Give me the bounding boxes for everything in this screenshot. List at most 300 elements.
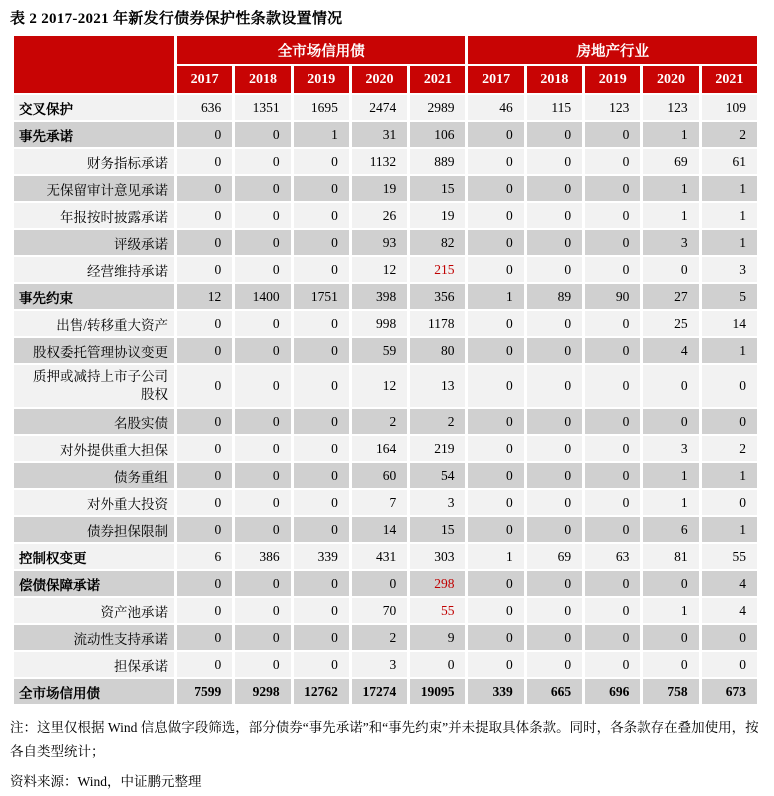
value-cell: 0 — [585, 436, 640, 461]
year-header: 2019 — [294, 66, 349, 93]
corner-cell — [14, 36, 174, 93]
value-cell: 696 — [585, 679, 640, 704]
value-cell: 0 — [235, 176, 290, 201]
value-cell: 0 — [177, 203, 232, 228]
year-header: 2017 — [177, 66, 232, 93]
year-header: 2020 — [352, 66, 407, 93]
row-label-text: 事先约束 — [19, 290, 73, 306]
row-label-text: 对外重大投资 — [87, 496, 168, 512]
value-cell: 0 — [527, 463, 582, 488]
value-cell: 2 — [352, 625, 407, 650]
value-cell: 0 — [702, 625, 757, 650]
value-cell: 7 — [352, 490, 407, 515]
value-cell: 219 — [410, 436, 465, 461]
value-cell: 636 — [177, 95, 232, 120]
value-cell: 0 — [468, 149, 523, 174]
value-cell: 0 — [585, 176, 640, 201]
source-text: 资料来源：Wind，中证鹏元整理 — [10, 773, 202, 789]
value-cell: 0 — [235, 149, 290, 174]
value-cell: 4 — [702, 571, 757, 596]
value-cell: 0 — [235, 517, 290, 542]
value-cell: 0 — [468, 230, 523, 255]
value-cell: 0 — [585, 230, 640, 255]
value-cell: 0 — [585, 625, 640, 650]
value-cell: 0 — [585, 409, 640, 434]
value-cell: 123 — [643, 95, 698, 120]
value-cell: 0 — [294, 338, 349, 363]
value-cell: 106 — [410, 122, 465, 147]
value-cell: 12762 — [294, 679, 349, 704]
value-cell: 0 — [294, 176, 349, 201]
value-cell: 3 — [410, 490, 465, 515]
row-label-text: 债券担保限制 — [87, 523, 168, 539]
row-label — [14, 284, 174, 309]
value-cell: 0 — [468, 257, 523, 282]
value-cell: 0 — [294, 571, 349, 596]
value-cell: 0 — [468, 436, 523, 461]
value-cell: 1751 — [294, 284, 349, 309]
value-cell: 0 — [235, 571, 290, 596]
value-cell: 0 — [527, 652, 582, 677]
value-cell: 82 — [410, 230, 465, 255]
table-row — [14, 149, 757, 174]
value-cell: 31 — [352, 122, 407, 147]
value-cell: 0 — [235, 338, 290, 363]
value-cell: 0 — [643, 365, 698, 407]
value-cell: 0 — [585, 311, 640, 336]
value-cell: 0 — [585, 365, 640, 407]
value-cell: 7599 — [177, 679, 232, 704]
table-row — [14, 436, 757, 461]
value-cell: 80 — [410, 338, 465, 363]
row-label — [14, 311, 174, 336]
value-cell: 0 — [235, 436, 290, 461]
value-cell: 0 — [527, 311, 582, 336]
table-row — [14, 409, 757, 434]
row-label-text: 全市场信用债 — [19, 685, 100, 701]
value-cell: 0 — [527, 598, 582, 623]
row-label-text: 评级承诺 — [114, 236, 168, 252]
table-row — [14, 365, 757, 407]
value-cell: 5 — [702, 284, 757, 309]
value-cell: 0 — [294, 463, 349, 488]
value-cell: 0 — [294, 230, 349, 255]
value-cell: 0 — [294, 149, 349, 174]
row-label-text: 对外提供重大担保 — [60, 442, 168, 458]
value-cell: 2989 — [410, 95, 465, 120]
value-cell: 386 — [235, 544, 290, 569]
value-cell: 1 — [643, 598, 698, 623]
value-cell: 0 — [527, 490, 582, 515]
value-cell: 0 — [468, 409, 523, 434]
row-label — [14, 230, 174, 255]
value-cell: 0 — [527, 409, 582, 434]
value-cell: 0 — [527, 176, 582, 201]
year-header: 2017 — [468, 66, 523, 93]
value-cell: 0 — [585, 652, 640, 677]
value-cell: 0 — [527, 625, 582, 650]
row-label — [14, 652, 174, 677]
value-cell: 14 — [702, 311, 757, 336]
value-cell: 15 — [410, 176, 465, 201]
value-cell: 356 — [410, 284, 465, 309]
value-cell: 19095 — [410, 679, 465, 704]
value-cell: 2474 — [352, 95, 407, 120]
value-cell: 15 — [410, 517, 465, 542]
value-cell: 998 — [352, 311, 407, 336]
row-label — [14, 571, 174, 596]
value-cell: 0 — [585, 490, 640, 515]
group-header: 房地产行业 — [468, 36, 757, 64]
row-label — [14, 598, 174, 623]
value-cell: 123 — [585, 95, 640, 120]
value-cell: 0 — [294, 517, 349, 542]
value-cell: 0 — [585, 338, 640, 363]
value-cell: 339 — [468, 679, 523, 704]
value-cell: 889 — [410, 149, 465, 174]
row-label — [14, 95, 174, 120]
value-cell: 0 — [294, 311, 349, 336]
value-cell: 0 — [294, 652, 349, 677]
value-cell: 0 — [294, 257, 349, 282]
value-cell: 6 — [177, 544, 232, 569]
value-cell: 1 — [702, 517, 757, 542]
value-cell: 0 — [585, 257, 640, 282]
value-cell: 0 — [468, 122, 523, 147]
value-cell: 0 — [294, 625, 349, 650]
value-cell: 0 — [702, 652, 757, 677]
year-header: 2021 — [410, 66, 465, 93]
value-cell: 6 — [643, 517, 698, 542]
value-cell: 0 — [643, 409, 698, 434]
row-label — [14, 203, 174, 228]
row-label-text: 财务指标承诺 — [87, 155, 168, 171]
value-cell: 0 — [177, 149, 232, 174]
value-cell: 0 — [235, 257, 290, 282]
value-cell: 0 — [585, 463, 640, 488]
row-label — [14, 338, 174, 363]
value-cell: 2 — [702, 122, 757, 147]
row-label — [14, 490, 174, 515]
value-cell: 0 — [235, 625, 290, 650]
value-cell: 0 — [177, 257, 232, 282]
value-cell: 26 — [352, 203, 407, 228]
value-cell: 1 — [702, 203, 757, 228]
value-cell: 0 — [585, 571, 640, 596]
value-cell: 0 — [235, 490, 290, 515]
value-cell: 69 — [527, 544, 582, 569]
value-cell: 17274 — [352, 679, 407, 704]
row-label-text: 质押或减持上市子公司股权 — [33, 369, 168, 403]
year-header: 2018 — [527, 66, 582, 93]
row-label-text: 担保承诺 — [114, 658, 168, 674]
value-cell: 0 — [352, 571, 407, 596]
table-row — [14, 284, 757, 309]
value-cell: 1 — [643, 463, 698, 488]
value-cell: 303 — [410, 544, 465, 569]
value-cell: 60 — [352, 463, 407, 488]
table-row — [14, 122, 757, 147]
row-label-text: 偿债保障承诺 — [19, 577, 100, 593]
value-cell: 0 — [585, 517, 640, 542]
value-cell: 55 — [410, 598, 465, 623]
row-label-text: 年报按时披露承诺 — [60, 209, 168, 225]
value-cell: 61 — [702, 149, 757, 174]
value-cell: 2 — [702, 436, 757, 461]
value-cell: 2 — [352, 409, 407, 434]
year-header: 2019 — [585, 66, 640, 93]
value-cell: 3 — [643, 436, 698, 461]
group-header: 全市场信用债 — [177, 36, 465, 64]
value-cell: 0 — [294, 490, 349, 515]
value-cell: 0 — [527, 257, 582, 282]
value-cell: 0 — [585, 203, 640, 228]
value-cell: 1 — [702, 463, 757, 488]
value-cell: 431 — [352, 544, 407, 569]
value-cell: 1 — [468, 284, 523, 309]
value-cell: 0 — [235, 463, 290, 488]
value-cell: 1351 — [235, 95, 290, 120]
value-cell: 115 — [527, 95, 582, 120]
table-row — [14, 311, 757, 336]
value-cell: 665 — [527, 679, 582, 704]
value-cell: 0 — [235, 409, 290, 434]
value-cell: 19 — [410, 203, 465, 228]
value-cell: 0 — [468, 490, 523, 515]
clauses-table — [11, 34, 760, 706]
value-cell: 0 — [527, 230, 582, 255]
value-cell: 1132 — [352, 149, 407, 174]
value-cell: 1 — [702, 230, 757, 255]
value-cell: 0 — [702, 365, 757, 407]
value-cell: 298 — [410, 571, 465, 596]
value-cell: 215 — [410, 257, 465, 282]
row-label — [14, 544, 174, 569]
value-cell: 93 — [352, 230, 407, 255]
table-row — [14, 679, 757, 704]
row-label — [14, 365, 174, 407]
table-notes — [10, 716, 764, 793]
value-cell: 0 — [177, 409, 232, 434]
value-cell: 69 — [643, 149, 698, 174]
value-cell: 0 — [468, 625, 523, 650]
value-cell: 14 — [352, 517, 407, 542]
table-row — [14, 598, 757, 623]
row-label — [14, 625, 174, 650]
value-cell: 109 — [702, 95, 757, 120]
value-cell: 1 — [643, 490, 698, 515]
value-cell: 398 — [352, 284, 407, 309]
row-label — [14, 517, 174, 542]
value-cell: 0 — [235, 311, 290, 336]
value-cell: 0 — [468, 203, 523, 228]
table-row — [14, 490, 757, 515]
value-cell: 0 — [468, 652, 523, 677]
value-cell: 1 — [643, 122, 698, 147]
value-cell: 0 — [585, 149, 640, 174]
row-label — [14, 257, 174, 282]
row-label-text: 债务重组 — [114, 469, 168, 485]
row-label-text: 无保留审计意见承诺 — [46, 182, 168, 198]
value-cell: 0 — [177, 571, 232, 596]
value-cell: 0 — [527, 571, 582, 596]
table-row — [14, 571, 757, 596]
table-row — [14, 544, 757, 569]
value-cell: 0 — [177, 517, 232, 542]
table-header — [14, 36, 757, 93]
value-cell: 46 — [468, 95, 523, 120]
value-cell: 25 — [643, 311, 698, 336]
value-cell: 0 — [177, 652, 232, 677]
row-label-text: 股权委托管理协议变更 — [33, 344, 168, 360]
table-title: 表 2 2017-2021 年新发行债券保护性条款设置情况 — [10, 11, 343, 27]
table-row — [14, 652, 757, 677]
note-text: 注：这里仅根据 Wind 信息做字段筛选，部分债券“事先承诺”和“事先约束”并未提取具体条款。同时，各条款存在叠加使用，按各自类型统计； — [10, 720, 759, 760]
value-cell: 0 — [468, 571, 523, 596]
value-cell: 0 — [527, 436, 582, 461]
value-cell: 0 — [643, 571, 698, 596]
value-cell: 55 — [702, 544, 757, 569]
value-cell: 0 — [235, 122, 290, 147]
value-cell: 0 — [177, 311, 232, 336]
row-label — [14, 122, 174, 147]
value-cell: 1695 — [294, 95, 349, 120]
value-cell: 673 — [702, 679, 757, 704]
value-cell: 4 — [643, 338, 698, 363]
value-cell: 1 — [294, 122, 349, 147]
value-cell: 758 — [643, 679, 698, 704]
value-cell: 3 — [643, 230, 698, 255]
header-group-row — [14, 36, 757, 64]
table-row — [14, 176, 757, 201]
value-cell: 0 — [702, 409, 757, 434]
value-cell: 0 — [177, 463, 232, 488]
value-cell: 0 — [468, 176, 523, 201]
value-cell: 0 — [643, 652, 698, 677]
value-cell: 0 — [702, 490, 757, 515]
year-header: 2021 — [702, 66, 757, 93]
value-cell: 3 — [352, 652, 407, 677]
value-cell: 0 — [177, 338, 232, 363]
row-label — [14, 679, 174, 704]
value-cell: 9298 — [235, 679, 290, 704]
value-cell: 63 — [585, 544, 640, 569]
row-label-text: 资产池承诺 — [100, 604, 168, 620]
value-cell: 1 — [643, 203, 698, 228]
value-cell: 0 — [527, 122, 582, 147]
table-row — [14, 517, 757, 542]
value-cell: 4 — [702, 598, 757, 623]
row-label-text: 出售/转移重大资产 — [56, 317, 168, 333]
value-cell: 1 — [702, 338, 757, 363]
value-cell: 81 — [643, 544, 698, 569]
value-cell: 12 — [352, 257, 407, 282]
value-cell: 0 — [468, 517, 523, 542]
value-cell: 0 — [468, 365, 523, 407]
row-label-text: 名股实债 — [114, 415, 168, 431]
value-cell: 0 — [177, 490, 232, 515]
row-label — [14, 176, 174, 201]
value-cell: 27 — [643, 284, 698, 309]
value-cell: 0 — [585, 598, 640, 623]
value-cell: 339 — [294, 544, 349, 569]
table-row — [14, 338, 757, 363]
value-cell: 0 — [527, 338, 582, 363]
value-cell: 0 — [177, 176, 232, 201]
value-cell: 0 — [527, 365, 582, 407]
row-label — [14, 149, 174, 174]
value-cell: 0 — [235, 598, 290, 623]
row-label-text: 控制权变更 — [19, 550, 87, 566]
value-cell: 0 — [177, 230, 232, 255]
year-header: 2020 — [643, 66, 698, 93]
value-cell: 59 — [352, 338, 407, 363]
row-label — [14, 436, 174, 461]
value-cell: 0 — [294, 598, 349, 623]
value-cell: 0 — [643, 257, 698, 282]
value-cell: 0 — [410, 652, 465, 677]
value-cell: 0 — [643, 625, 698, 650]
table-row — [14, 230, 757, 255]
value-cell: 0 — [177, 122, 232, 147]
value-cell: 0 — [468, 598, 523, 623]
value-cell: 1400 — [235, 284, 290, 309]
value-cell: 0 — [177, 436, 232, 461]
value-cell: 1 — [702, 176, 757, 201]
value-cell: 19 — [352, 176, 407, 201]
value-cell: 0 — [585, 122, 640, 147]
value-cell: 90 — [585, 284, 640, 309]
value-cell: 0 — [177, 625, 232, 650]
value-cell: 89 — [527, 284, 582, 309]
value-cell: 0 — [294, 365, 349, 407]
value-cell: 0 — [527, 149, 582, 174]
value-cell: 0 — [468, 463, 523, 488]
table-row — [14, 625, 757, 650]
value-cell: 164 — [352, 436, 407, 461]
value-cell: 0 — [294, 203, 349, 228]
value-cell: 0 — [294, 409, 349, 434]
value-cell: 0 — [235, 365, 290, 407]
value-cell: 1 — [643, 176, 698, 201]
table-row — [14, 257, 757, 282]
row-label-text: 流动性支持承诺 — [73, 631, 168, 647]
value-cell: 0 — [235, 203, 290, 228]
value-cell: 2 — [410, 409, 465, 434]
value-cell: 12 — [352, 365, 407, 407]
table-row — [14, 95, 757, 120]
value-cell: 54 — [410, 463, 465, 488]
value-cell: 70 — [352, 598, 407, 623]
row-label — [14, 409, 174, 434]
value-cell: 0 — [527, 517, 582, 542]
table-row — [14, 203, 757, 228]
value-cell: 13 — [410, 365, 465, 407]
value-cell: 0 — [235, 652, 290, 677]
value-cell: 12 — [177, 284, 232, 309]
table-row — [14, 463, 757, 488]
row-label-text: 经营维持承诺 — [87, 263, 168, 279]
value-cell: 0 — [468, 311, 523, 336]
value-cell: 0 — [177, 598, 232, 623]
value-cell: 0 — [177, 365, 232, 407]
year-header: 2018 — [235, 66, 290, 93]
value-cell: 9 — [410, 625, 465, 650]
value-cell: 0 — [294, 436, 349, 461]
row-label-text: 事先承诺 — [19, 128, 73, 144]
value-cell: 3 — [702, 257, 757, 282]
row-label-text: 交叉保护 — [19, 101, 73, 117]
